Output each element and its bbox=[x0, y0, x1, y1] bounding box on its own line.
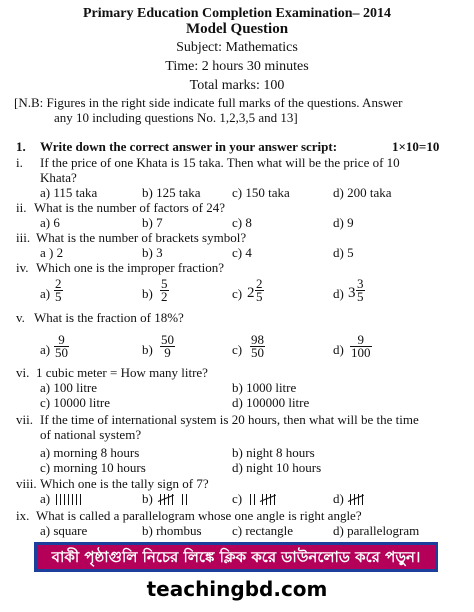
numerator: 2 bbox=[256, 276, 263, 291]
item-ii-option-a: a) 6 bbox=[40, 215, 60, 230]
item-ix-option-d: d) parallelogram bbox=[333, 523, 420, 538]
item-i-option-d: d) 200 taka bbox=[333, 185, 392, 200]
note-line-2: any 10 including questions No. 1,2,3,5 and 13] bbox=[54, 110, 298, 125]
item-vii-question-line2: of national system? bbox=[40, 427, 142, 442]
item-ix-option-a: a) square bbox=[40, 523, 88, 538]
item-i-label: i. bbox=[16, 155, 23, 170]
question-marks: 1×10=10 bbox=[392, 139, 440, 154]
note-line-1: [N.B: Figures in the right side indicate full marks of the questions. Answer bbox=[14, 95, 403, 110]
item-viii-option-c-tally bbox=[250, 494, 284, 505]
subject-line: Subject: Mathematics bbox=[176, 40, 298, 55]
item-iv-option-d-whole: 3 bbox=[348, 285, 356, 301]
item-i-question-line1: If the price of one Khata is 15 taka. Then what will be the price of 10 bbox=[40, 155, 400, 170]
item-viii-option-a-label: a) bbox=[40, 491, 51, 506]
item-iii-option-d: d) 5 bbox=[333, 245, 354, 260]
item-vii-option-a: a) morning 8 hours bbox=[40, 445, 140, 460]
item-viii-label: viii. bbox=[16, 476, 37, 491]
item-iv-option-d-fraction bbox=[356, 278, 365, 303]
item-iv-option-b-fraction bbox=[160, 278, 169, 303]
numerator: 50 bbox=[161, 332, 174, 347]
item-iii-label: iii. bbox=[16, 230, 31, 245]
numerator: 98 bbox=[251, 332, 264, 347]
denominator: 50 bbox=[251, 345, 264, 360]
item-viii-option-c-label: c) bbox=[232, 491, 243, 506]
item-iv-option-b-label: b) bbox=[142, 286, 153, 301]
item-ii-option-b: b) 7 bbox=[142, 215, 163, 230]
item-iii-option-b: b) 3 bbox=[142, 245, 163, 260]
item-viii-option-a-tally bbox=[56, 494, 86, 505]
item-iv-option-c-label: c) bbox=[232, 286, 243, 301]
item-v-option-d-label: d) bbox=[333, 342, 344, 357]
item-ii-option-c: c) 8 bbox=[232, 215, 252, 230]
denominator: 5 bbox=[256, 289, 263, 304]
item-iv-option-a-fraction bbox=[54, 278, 63, 303]
question-number: 1. bbox=[16, 139, 26, 154]
item-iii-option-c: c) 4 bbox=[232, 245, 252, 260]
item-iii-option-a: a ) 2 bbox=[40, 245, 64, 260]
total-marks-line: Total marks: 100 bbox=[189, 78, 285, 93]
item-i-option-a: a) 115 taka bbox=[40, 185, 98, 200]
item-iv-question: Which one is the improper fraction? bbox=[36, 260, 225, 275]
question-instruction: Write down the correct answer in your answer script: bbox=[40, 139, 338, 154]
item-vii-option-d: d) night 10 hours bbox=[232, 460, 322, 475]
denominator: 50 bbox=[55, 345, 68, 360]
item-v-option-b-fraction bbox=[160, 334, 175, 359]
item-viii-option-d-label: d) bbox=[333, 491, 344, 506]
item-v-option-a-fraction bbox=[54, 334, 69, 359]
denominator: 5 bbox=[357, 289, 364, 304]
denominator: 9 bbox=[164, 345, 171, 360]
item-vii-question-line1: If the time of international system is 20 hours, then what will be the time bbox=[40, 412, 419, 427]
item-vii-label: vii. bbox=[16, 412, 33, 427]
item-iv-label: iv. bbox=[16, 260, 29, 275]
item-iv-option-c-whole: 2 bbox=[247, 285, 255, 301]
item-v-label: v. bbox=[16, 310, 25, 325]
item-vi-option-a: a) 100 litre bbox=[40, 380, 98, 395]
item-viii-option-b-label: b) bbox=[142, 491, 153, 506]
numerator: 9 bbox=[350, 334, 372, 347]
item-iv-option-c-fraction bbox=[255, 278, 264, 303]
item-ix-question: What is called a parallelogram whose one angle is right angle? bbox=[36, 508, 362, 523]
item-ii-label: ii. bbox=[16, 200, 27, 215]
item-viii-question: Which one is the tally sign of 7? bbox=[40, 476, 209, 491]
item-ix-option-c: c) rectangle bbox=[232, 523, 293, 538]
item-viii-option-d-tally bbox=[350, 494, 370, 505]
denominator: 100 bbox=[351, 345, 371, 360]
item-i-question-line2: Khata? bbox=[40, 170, 77, 185]
denominator: 2 bbox=[161, 289, 168, 304]
item-vii-option-c: c) morning 10 hours bbox=[40, 460, 146, 475]
item-ii-option-d: d) 9 bbox=[333, 215, 354, 230]
item-vi-question: 1 cubic meter = How many litre? bbox=[36, 365, 208, 380]
paper-title: Model Question bbox=[185, 21, 289, 37]
item-ix-label: ix. bbox=[16, 508, 30, 523]
numerator: 3 bbox=[357, 276, 364, 291]
item-v-option-c-fraction bbox=[250, 334, 265, 359]
item-vii-option-b: b) night 8 hours bbox=[232, 445, 315, 460]
time-line: Time: 2 hours 30 minutes bbox=[165, 59, 309, 74]
item-v-option-a-label: a) bbox=[40, 342, 51, 357]
item-vi-option-d: d) 100000 litre bbox=[232, 395, 310, 410]
download-banner[interactable]: বাকী পৃষ্ঠাগুলি নিচের লিঙ্কে ক্লিক করে ডাউনলোড করে পড়ুন। bbox=[34, 542, 438, 572]
item-ix-option-b: b) rhombus bbox=[142, 523, 202, 538]
item-i-option-c: c) 150 taka bbox=[232, 185, 290, 200]
item-ii-question: What is the number of factors of 24? bbox=[34, 200, 225, 215]
site-link[interactable]: teachingbd.com bbox=[146, 577, 328, 601]
numerator: 9 bbox=[54, 334, 69, 347]
numerator: 5 bbox=[161, 276, 168, 291]
item-v-option-c-label: c) bbox=[232, 342, 243, 357]
item-v-option-b-label: b) bbox=[142, 342, 153, 357]
item-vi-option-c: c) 10000 litre bbox=[40, 395, 111, 410]
item-i-option-b: b) 125 taka bbox=[142, 185, 201, 200]
item-v-question: What is the fraction of 18%? bbox=[34, 310, 184, 325]
item-viii-option-b-tally bbox=[160, 494, 194, 505]
item-v-option-d-fraction bbox=[350, 334, 372, 359]
item-vi-option-b: b) 1000 litre bbox=[232, 380, 297, 395]
denominator: 5 bbox=[55, 289, 62, 304]
item-iv-option-a-label: a) bbox=[40, 286, 51, 301]
item-iii-question: What is the number of brackets symbol? bbox=[36, 230, 247, 245]
item-vi-label: vi. bbox=[16, 365, 30, 380]
numerator: 2 bbox=[55, 276, 62, 291]
exam-title: Primary Education Completion Examination– 2014 bbox=[82, 6, 391, 21]
item-iv-option-d-label: d) bbox=[333, 286, 344, 301]
